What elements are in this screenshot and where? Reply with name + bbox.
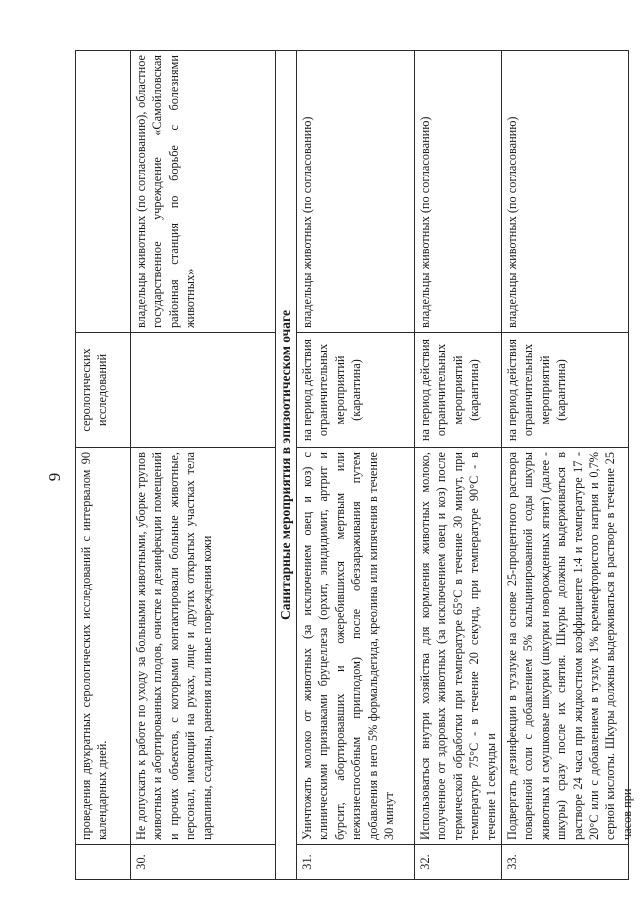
measure-cell: Не допускать к работе по уходу за больными животными, уборке трупов животных и абортированных плодов, очистке и дезинфекции помещений и прочих объектов, с которыми контактировали больные животные, персонал, имеющий на руках, лице и других открытых участках тела царапины, ссадины, ранения или иные повреждения кожи [131,448,276,845]
table-row [297,51,415,880]
responsible-cell: владельцы животных (по согласованию), областное государственное учреждение «Самойловская районная станция по борьбе с болезнями животных» [131,51,276,333]
table-row [131,51,276,880]
section-header-row [276,51,297,880]
row-number: 30. [131,845,276,880]
measure-cell [502,448,634,845]
row-number: 32. [415,845,502,880]
term-cell: на период действия ограничительных мероприятий (карантина) [415,333,502,448]
table-row [415,51,502,880]
responsible-cell [76,51,131,333]
section-title: Санитарные мероприятия в эпизоотическом очаге [276,51,297,880]
responsible-cell: владельцы животных (по согласованию) [502,51,629,333]
row-number: 33. [502,845,629,880]
term-cell [131,333,276,448]
table-row [502,51,629,880]
page-number: 9 [45,472,64,482]
row-number [76,845,131,880]
term-cell: на период действия ограничительных мероприятий (карантина) [502,333,629,448]
table-row [76,51,131,880]
responsible-cell: владельцы животных (по согласованию) [415,51,502,333]
rotated-table-container [75,50,634,880]
term-cell: серологических исследований [76,333,131,448]
measures-table [75,50,634,880]
row-number: 31. [297,845,415,880]
measure-cell: Использоваться внутри хозяйства для кормления животных молоко, полученное от здоровых животных (за исключением овец и коз) после термической обработки при температуре 65°С в течение 30 минут, при температуре 75°С - в течение 20 секунд, при температуре 90°С - в течение 1 секунды и [415,448,502,845]
measure-cell: Уничтожать молоко от животных (за исключением овец и коз) с клиническими признаками бруцеллеза (орхит, эпидидимит, артрит и бурсит, абортировавших и ожеребившихся мертвым или нежизнеспособным приплодом) после обеззараживания путем добавления в него 5% формальдегида, креолина или кипячения в течение 30 минут [297,448,415,845]
measure-cell: проведения двукратных серологических исследований с интервалом 90 календарных дней. [76,448,131,845]
term-cell: на период действия ограничительных мероприятий (карантина) [297,333,415,448]
responsible-cell: владельцы животных (по согласованию) [297,51,415,333]
measure-text: Подвергать дезинфекции в тузлуке на основе 25-процентного раствора поваренной соли с добавлением 5% кальцинированной соды шкуры животных и смушковые шкурки (шкурки новорожденных ягнят) (далее - шкуры) сразу после их снятия. Шкуры должны выдерживаться в растворе 24 часа при жидкостном коэффициенте 1:4 и температуре 17 - 20°С или с добавлением в тузлук 1% кремнефтористого натрия и 0,7% серной кислоты. Шкуры должны выдерживаться в растворе в течение 25 часов при [505,452,634,840]
